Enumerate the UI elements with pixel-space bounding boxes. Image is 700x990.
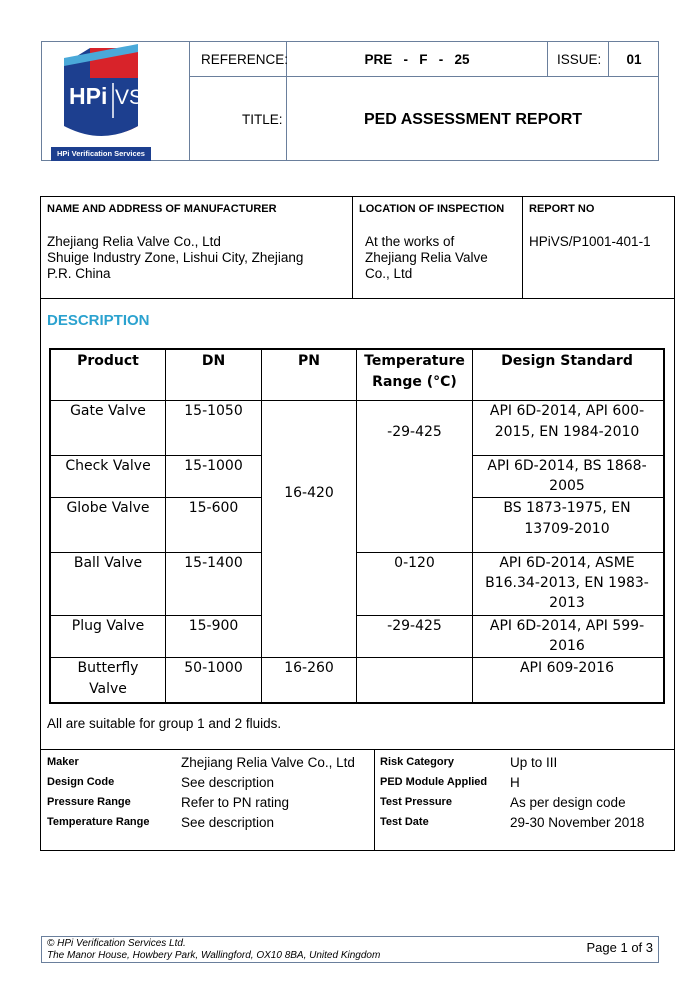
- design-standard: 2005: [549, 478, 585, 494]
- fluid-group-note: All are suitable for group 1 and 2 fluids.: [47, 716, 282, 731]
- issue-value: 01: [626, 52, 642, 67]
- dn-value: 15-900: [188, 618, 239, 634]
- location-label: LOCATION OF INSPECTION: [359, 203, 505, 215]
- product-name: Globe Valve: [66, 500, 150, 516]
- location-line: Co., Ltd: [365, 266, 413, 281]
- product-name: Ball Valve: [73, 555, 143, 571]
- reference-label: REFERENCE:: [201, 52, 289, 67]
- temperature-range: -29-425: [387, 424, 442, 440]
- temperature-range-label: Temperature Range: [47, 816, 150, 828]
- test-date-label: Test Date: [380, 816, 429, 828]
- footer-copyright: © HPi Verification Services Ltd.: [47, 938, 186, 949]
- dn-value: 15-1050: [184, 403, 243, 419]
- manufacturer-label: NAME AND ADDRESS OF MANUFACTURER: [47, 203, 277, 215]
- hpi-shield-icon: [42, 42, 189, 160]
- design-standard: 2015, EN 1984-2010: [494, 424, 640, 440]
- design-standard: BS 1873-1975, EN: [503, 500, 631, 516]
- dn-value: 15-1400: [184, 555, 243, 571]
- manufacturer-line: Shuige Industry Zone, Lishui City, Zhejiang: [47, 250, 304, 265]
- design-code-value: See description: [181, 775, 275, 790]
- pn-value: 16-420: [284, 485, 334, 501]
- dn-value: 15-1000: [184, 458, 243, 474]
- dn-value: 50-1000: [184, 660, 243, 676]
- description-heading: DESCRIPTION: [47, 312, 150, 329]
- design-standard: API 609-2016: [519, 660, 614, 676]
- risk-category-label: Risk Category: [380, 756, 454, 768]
- design-standard: 2016: [549, 638, 585, 654]
- product-name: Plug Valve: [71, 618, 145, 634]
- pressure-range-label: Pressure Range: [47, 796, 131, 808]
- report-no-value: HPiVS/P1001-401-1: [529, 234, 651, 249]
- temperature-range: 0-120: [394, 555, 435, 571]
- location-line: Zhejiang Relia Valve: [365, 250, 488, 265]
- page-number: Page 1 of 3: [586, 940, 653, 955]
- svg-text:VS: VS: [115, 86, 144, 109]
- temperature-range: -29-425: [387, 618, 442, 634]
- ped-module-label: PED Module Applied: [380, 776, 488, 788]
- test-pressure-label: Test Pressure: [380, 796, 452, 808]
- column-header-temperature: Range (°C): [372, 374, 457, 390]
- product-name: Valve: [89, 681, 127, 697]
- issue-label: ISSUE:: [557, 52, 602, 67]
- pn-value: 16-260: [284, 660, 334, 676]
- design-standard: API 6D-2014, API 599-: [489, 618, 645, 634]
- logo-caption: HPi Verification Services: [51, 147, 151, 161]
- location-line: At the works of: [365, 234, 455, 249]
- assessment-form: [40, 196, 675, 851]
- title-label: TITLE:: [242, 112, 283, 127]
- temperature-range-value: See description: [181, 815, 275, 830]
- document-title: PED ASSESSMENT REPORT: [363, 111, 583, 128]
- ped-module-value: H: [510, 775, 520, 790]
- document-header: [41, 41, 659, 161]
- product-name: Gate Valve: [70, 403, 146, 419]
- design-standard: 2013: [549, 595, 585, 611]
- product-name: Check Valve: [65, 458, 151, 474]
- footer-address: The Manor House, Howbery Park, Wallingford, OX10 8BA, United Kingdom: [47, 950, 381, 961]
- design-standard: API 6D-2014, BS 1868-: [487, 458, 647, 474]
- design-code-label: Design Code: [47, 776, 115, 788]
- test-date-value: 29-30 November 2018: [510, 815, 645, 830]
- maker-value: Zhejiang Relia Valve Co., Ltd: [181, 755, 355, 770]
- page-footer: [41, 936, 659, 963]
- pressure-range-value: Refer to PN rating: [181, 795, 290, 810]
- column-header-dn: DN: [201, 353, 226, 369]
- reference-value: PRE - F - 25: [364, 52, 470, 67]
- column-header-product: Product: [77, 353, 139, 369]
- manufacturer-line: Zhejiang Relia Valve Co., Ltd: [47, 234, 221, 249]
- design-standard: B16.34-2013, EN 1983-: [485, 575, 649, 591]
- maker-label: Maker: [47, 756, 79, 768]
- report-no-label: REPORT NO: [529, 203, 595, 215]
- column-header-design-standard: Design Standard: [501, 353, 633, 369]
- product-name: Butterfly: [77, 660, 139, 676]
- company-logo: [42, 42, 189, 160]
- product-table: [49, 348, 665, 704]
- design-standard: API 6D-2014, API 600-: [489, 403, 645, 419]
- svg-text:HPi: HPi: [69, 83, 108, 109]
- column-header-temperature: Temperature: [364, 353, 465, 369]
- design-standard: 13709-2010: [524, 521, 610, 537]
- design-standard: API 6D-2014, ASME: [499, 555, 635, 571]
- test-pressure-value: As per design code: [510, 795, 626, 810]
- dn-value: 15-600: [188, 500, 239, 516]
- risk-category-value: Up to III: [510, 755, 558, 770]
- manufacturer-line: P.R. China: [47, 266, 111, 281]
- column-header-pn: PN: [298, 353, 320, 369]
